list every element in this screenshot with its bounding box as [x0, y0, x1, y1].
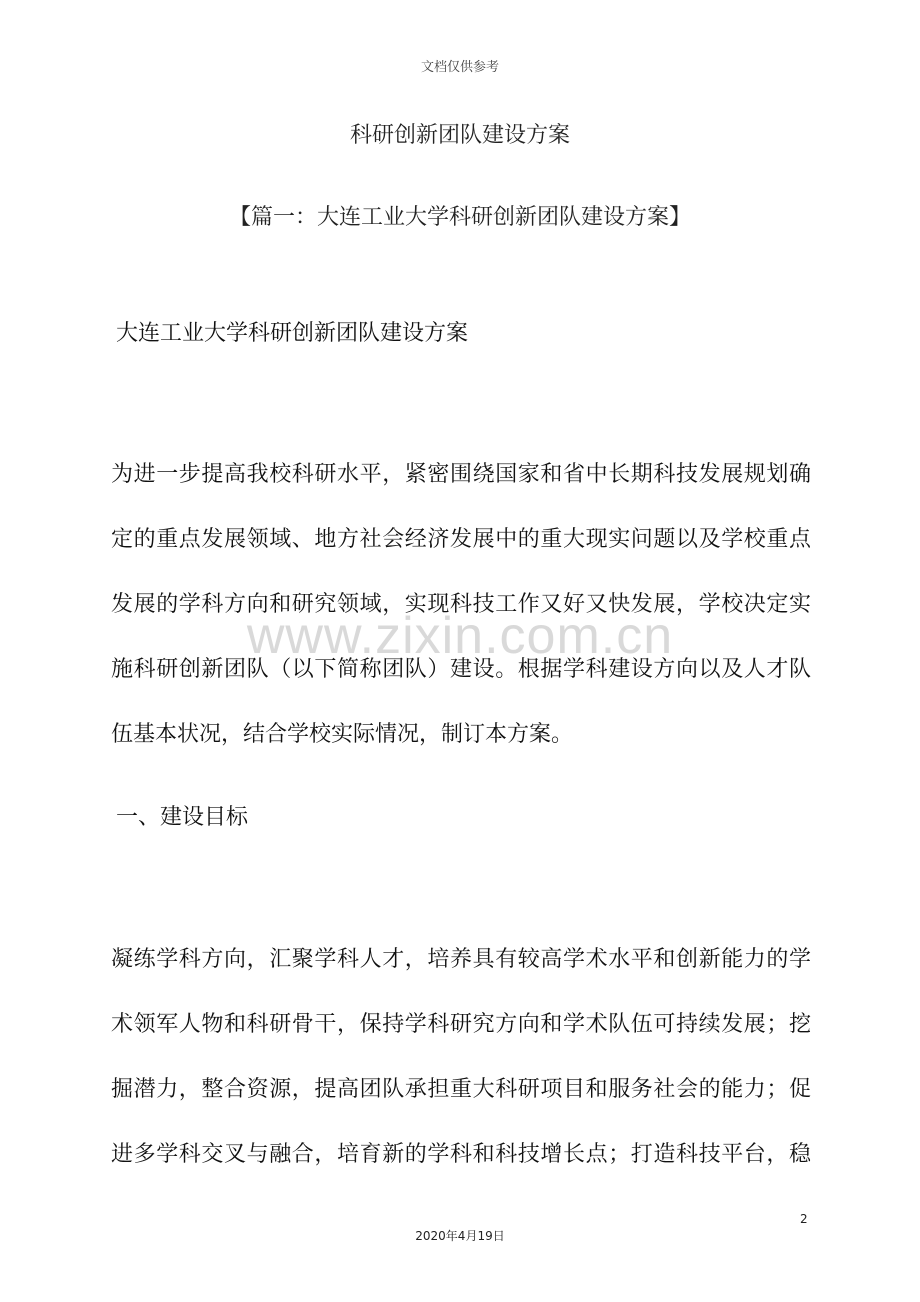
heading-construction-goal: 一、建设目标: [116, 805, 249, 830]
intro-line: 为进一步提高我校科研水平，紧密围绕国家和省中长期科技发展规划确: [111, 462, 811, 487]
section-title: 【篇一：大连工业大学科研创新团队建设方案】: [228, 205, 691, 230]
goal-line: 术领军人物和科研骨干，保持学科研究方向和学术队伍可持续发展；挖: [111, 1012, 811, 1037]
footer-date: 2020年4月19日: [415, 1229, 505, 1243]
intro-line: 伍基本状况，结合学校实际情况，制订本方案。: [111, 722, 574, 747]
intro-line: 施科研创新团队（以下简称团队）建设。根据学科建设方向以及人才队: [111, 657, 811, 682]
goal-line: 进多学科交叉与融合，培育新的学科和科技增长点；打造科技平台，稳: [111, 1142, 811, 1167]
goal-line: 凝练学科方向，汇聚学科人才，培养具有较高学术水平和创新能力的学: [111, 947, 811, 972]
document-title: 科研创新团队建设方案: [349, 123, 570, 148]
intro-line: 定的重点发展领域、地方社会经济发展中的重大现实问题以及学校重点: [111, 527, 811, 552]
watermark: www.zixin.com.cn: [246, 607, 674, 665]
page-number: 2: [800, 1212, 808, 1226]
subtitle: 大连工业大学科研创新团队建设方案: [116, 321, 469, 346]
goal-line: 掘潜力，整合资源，提高团队承担重大科研项目和服务社会的能力；促: [111, 1077, 811, 1102]
header-note: 文档仅供参考: [420, 60, 499, 75]
intro-line: 发展的学科方向和研究领域，实现科技工作又好又快发展，学校决定实: [111, 592, 811, 617]
